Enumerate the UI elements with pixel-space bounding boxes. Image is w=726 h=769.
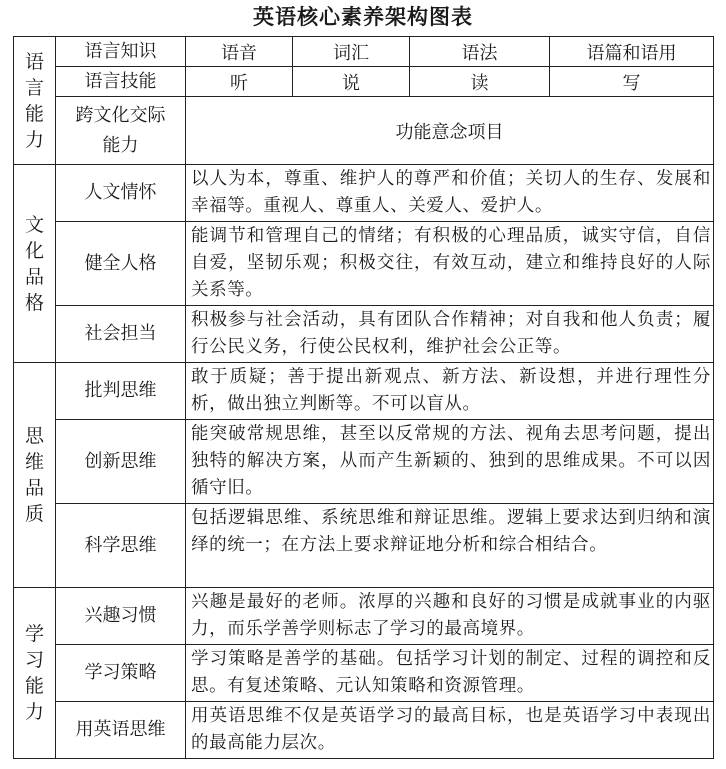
page-title: 英语核心素养架构图表 [253,5,473,29]
language-skills-row [14,67,714,97]
intercultural-value: 功能意念项目 [186,97,714,165]
learning-row [14,588,714,645]
sub-description: 能突破常规思维，甚至以反常规的方法、视角去思考问题，提出独特的解决方案，从而产生新颖的、独到的思维成果。不可以因循守旧。 [186,420,714,504]
core-literacy-table [13,36,714,759]
skill-item: 读 [410,67,550,97]
sub-description: 积极参与社会活动，具有团队合作精神；对自我和他人负责；履行公民义务，行使公民权利，维护社会公正等。 [186,306,714,363]
knowledge-item: 语音 [186,37,293,67]
sub-description: 能调节和管理自己的情绪；有积极的心理品质，诚实守信，自信自爱，坚韧乐观；积极交往，有效互动，建立和维持良好的人际关系等。 [186,222,714,306]
sub-intercultural: 跨文化交际 能力 [56,97,186,165]
intercultural-row [14,97,714,165]
sub-description: 敢于质疑；善于提出新观点、新方法、新设想，并进行理性分析，做出独立判断等。不可以盲从。 [186,363,714,420]
learning-row [14,645,714,702]
thinking-row [14,363,714,420]
language-knowledge-row [14,37,714,67]
sub-name: 批判思维 [56,363,186,420]
cultural-row [14,165,714,222]
sub-name: 健全人格 [56,222,186,306]
knowledge-item: 词汇 [293,37,410,67]
skill-item: 写 [550,67,714,97]
sub-language-skills: 语言技能 [56,67,186,97]
sub-language-knowledge: 语言知识 [56,37,186,67]
thinking-row [14,504,714,588]
sub-name: 社会担当 [56,306,186,363]
sub-name: 人文情怀 [56,165,186,222]
sub-name: 用英语思维 [56,702,186,759]
knowledge-item: 语篇和语用 [550,37,714,67]
sub-description: 学习策略是善学的基础。包括学习计划的制定、过程的调控和反思。有复述策略、元认知策略和资源管理。 [186,645,714,702]
skill-item: 说 [293,67,410,97]
skill-item: 听 [186,67,293,97]
dimension-thinking-quality: 思 维 品 质 [14,363,56,588]
dimension-learning-ability: 学 习 能 力 [14,588,56,759]
sub-description: 用英语思维不仅是英语学习的最高目标，也是英语学习中表现出的最高能力层次。 [186,702,714,759]
sub-name: 科学思维 [56,504,186,588]
sub-description: 以人为本，尊重、维护人的尊严和价值；关切人的生存、发展和幸福等。重视人、尊重人、关爱人、爱护人。 [186,165,714,222]
sub-name: 学习策略 [56,645,186,702]
sub-description: 包括逻辑思维、系统思维和辩证思维。逻辑上要求达到归纳和演绎的统一；在方法上要求辩证地分析和综合相结合。 [186,504,714,588]
sub-name: 创新思维 [56,420,186,504]
sub-description: 兴趣是最好的老师。浓厚的兴趣和良好的习惯是成就事业的内驱力，而乐学善学则标志了学习的最高境界。 [186,588,714,645]
dimension-cultural-quality: 文 化 品 格 [14,165,56,363]
learning-row [14,702,714,759]
knowledge-item: 语法 [410,37,550,67]
cultural-row [14,306,714,363]
sub-name: 兴趣习惯 [56,588,186,645]
cultural-row [14,222,714,306]
thinking-row [14,420,714,504]
dimension-language-ability: 语 言 能 力 [14,37,56,165]
